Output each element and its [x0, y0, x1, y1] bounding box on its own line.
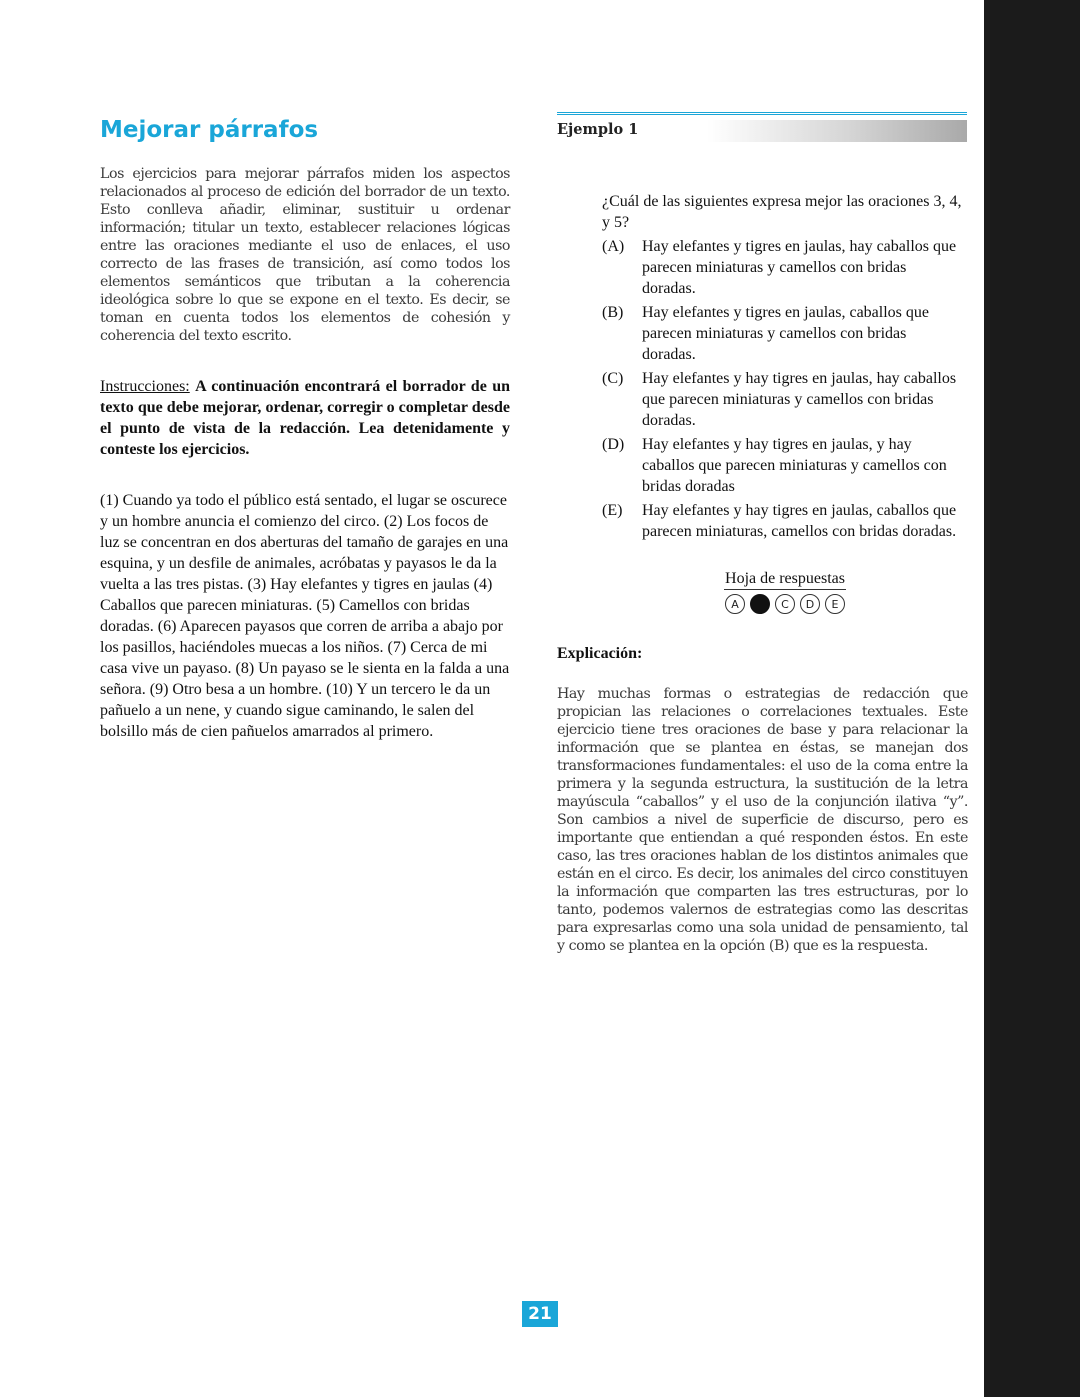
header-gradient-bar — [707, 120, 967, 142]
example-title: Ejemplo 1 — [557, 121, 639, 138]
right-column — [557, 112, 968, 955]
answer-bubbles — [602, 594, 968, 614]
option-letter: (E) — [602, 502, 623, 519]
section-title: Mejorar párrafos — [100, 117, 319, 143]
side-bar — [984, 0, 1080, 1397]
bubble-d[interactable]: D — [800, 594, 820, 614]
answer-sheet-label: Hoja de respuestas — [724, 569, 846, 590]
bubble-c[interactable]: C — [775, 594, 795, 614]
answer-options — [602, 236, 968, 542]
option-d — [602, 434, 968, 497]
option-text: Hay elefantes y hay tigres en jaulas, hay caballos que parecen miniaturas y camellos con bridas doradas. — [642, 370, 957, 429]
explanation-text: Hay muchas formas o estrategias de redacción que propician las relaciones o correlaciones textuales. Este ejercicio tiene tres oraciones de base y para relacionar la información que se plantea en éstas, se manejan dos transformaciones fundamentales: el uso de la coma entre la primera y la segunda estructura, la sustitución de la letra mayúscula “caballos” y el uso de la conjunción ilativa “y”. Son cambios a nivel de superficie de discurso, pero es importante que entiendan a qué responden éstos. En este caso, las tres oraciones hablan de los distintos animales que están en el circo. Es decir, los animales del circo constituyen la información que comparten las tres estructuras, por lo tanto, podemos valernos de estrategias como las descritas para expresarlas como una sola unidad de pensamiento, tal y como se plantea en la opción (B) que es la respuesta. — [557, 686, 968, 954]
bubble-a[interactable]: A — [725, 594, 745, 614]
option-a — [602, 236, 968, 299]
intro-paragraph: Los ejercicios para mejorar párrafos miden los aspectos relacionados al proceso de edición del borrador de un texto. Esto conlleva añadir, eliminar, sustituir u ordenar información; titular un texto, establecer relaciones lógicas entre las oraciones mediante el uso de enlaces, el uso correcto de las frases de transición, así como todos los elementos semánticos que tributan a la coherencia ideológica sobre lo que se expone en el texto. Es decir, se toman en cuenta todos los elementos de cohesión y coherencia del texto escrito. — [100, 166, 510, 344]
bubble-e[interactable]: E — [825, 594, 845, 614]
option-e — [602, 500, 968, 542]
option-b — [602, 302, 968, 365]
page-number: 21 — [522, 1301, 558, 1327]
question-block — [602, 191, 968, 542]
bubble-b-filled[interactable] — [750, 594, 770, 614]
draft-passage: (1) Cuando ya todo el público está sentado, el lugar se oscurece y un hombre anuncia el comienzo del circo. (2) Los focos de luz se concentran en dos aberturas del tamaño de garajes en una esquina, y un desfile de animales, acróbatas y payasos le da la vuelta a las tres pistas. (3) Hay elefantes y tigres en jaulas (4) Caballos que parecen miniaturas. (5) Camellos con bridas doradas. (6) Aparecen payasos que corren de arriba a abajo por los pasillos, haciéndoles muecas a los niños. (7) Cerca de mi casa vive un payaso. (8) Un payaso se le sienta en la falda a una señora. (9) Otro besa a un hombre. (10) Y un tercero le da un pañuelo a un nene, y cuando sigue caminando, le salen del bolsillo más de cien pañuelos amarrados al primero. — [100, 492, 510, 740]
question-stem: ¿Cuál de las siguientes expresa mejor las oraciones 3, 4, y 5? — [602, 193, 962, 231]
option-c — [602, 368, 968, 431]
header-rule — [557, 112, 967, 115]
instructions-label: Instrucciones: — [100, 378, 190, 395]
explanation-title: Explicación: — [557, 645, 643, 662]
answer-sheet — [602, 569, 968, 614]
option-text: Hay elefantes y hay tigres en jaulas, y hay caballos que parecen miniaturas y camellos con bridas doradas — [642, 436, 947, 495]
example-header — [557, 112, 968, 142]
option-letter: (B) — [602, 304, 624, 321]
instructions-text: A continuación encontrará el borrador de un texto que debe mejorar, ordenar, corregir o completar desde el punto de vista de la redacción. Lea detenidamente y conteste los ejercicios. — [100, 378, 511, 458]
option-text: Hay elefantes y tigres en jaulas, hay caballos que parecen miniaturas y camellos con bridas doradas. — [642, 238, 957, 297]
left-column — [100, 112, 510, 742]
option-letter: (C) — [602, 370, 624, 387]
instructions — [100, 376, 510, 460]
option-text: Hay elefantes y tigres en jaulas, caballos que parecen miniaturas y camellos con bridas doradas. — [642, 304, 929, 363]
option-letter: (D) — [602, 436, 625, 453]
option-letter: (A) — [602, 238, 625, 255]
option-text: Hay elefantes y hay tigres en jaulas, caballos que parecen miniaturas, camellos con bridas doradas. — [642, 502, 957, 540]
